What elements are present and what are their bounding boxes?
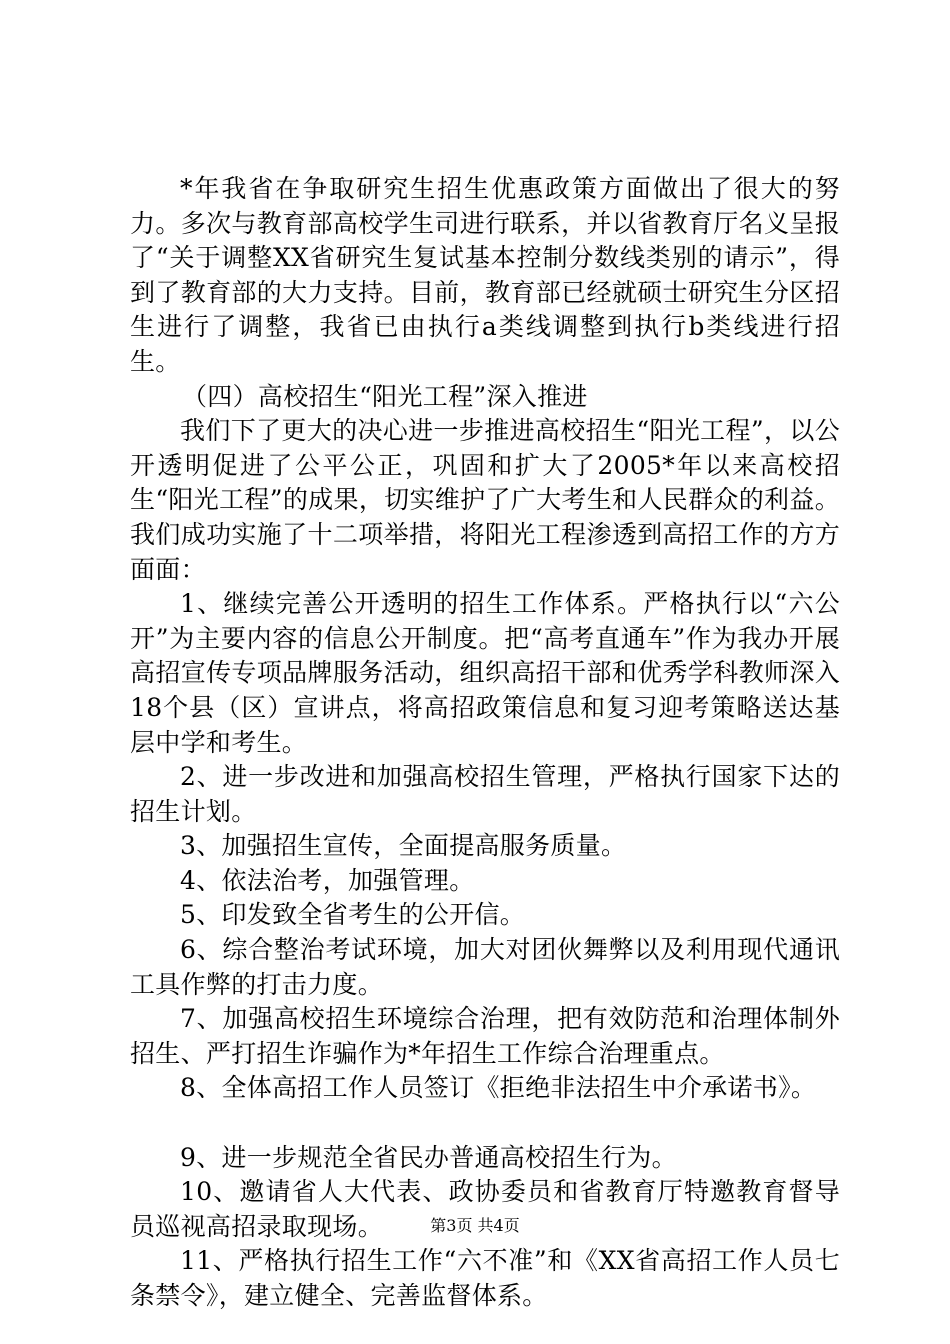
blank-line [130, 1106, 840, 1141]
list-item-7: 7、加强高校招生环境综合治理，把有效防范和治理体制外招生、严打招生诈骗作为*年招生工作综合治理重点。 [130, 1004, 840, 1068]
list-item-10: 10、邀请省人大代表、政协委员和省教育厅特邀教育督导员巡视高招录取现场。 [130, 1177, 840, 1241]
list-item-8: 8、全体高招工作人员签订《拒绝非法招生中介承诺书》。 [180, 1073, 817, 1103]
section-heading: （四）高校招生“阳光工程”深入推进 [182, 381, 588, 411]
document-body [130, 172, 840, 1314]
list-item-2: 2、进一步改进和加强高校招生管理，严格执行国家下达的招生计划。 [130, 762, 840, 826]
list-item-5: 5、印发致全省考生的公开信。 [180, 900, 526, 930]
paragraph-policy: *年我省在争取研究生招生优惠政策方面做出了很大的努力。多次与教育部高校学生司进行联系，并以省教育厅名义呈报了“关于调整XX省研究生复试基本控制分数线类别的请示”，得到了教育部的大力支持。目前，教育部已经就硕士研究生分区招生进行了调整，我省已由执行a类线调整到执行b类线进行招生。 [130, 174, 840, 376]
paragraph-sunshine: 我们下了更大的决心进一步推进高校招生“阳光工程”，以公开透明促进了公平公正，巩固和扩大了2005*年以来高校招生“阳光工程”的成果，切实维护了广大考生和人民群众的利益。我们成功实施了十二项举措，将阳光工程渗透到高招工作的方方面面： [130, 416, 840, 584]
list-item-4: 4、依法治考，加强管理。 [180, 865, 475, 895]
list-item-1: 1、继续完善公开透明的招生工作体系。严格执行以“六公开”为主要内容的信息公开制度。把“高考直通车”作为我办开展高招宣传专项品牌服务活动，组织高招干部和优秀学科教师深入18个县（区）宣讲点，将高招政策信息和复习迎考策略送达基层中学和考生。 [130, 589, 840, 757]
page-footer: 第3页 共4页 [430, 1216, 520, 1235]
list-item-9: 9、进一步规范全省民办普通高校招生行为。 [180, 1142, 677, 1172]
list-item-3: 3、加强招生宣传，全面提高服务质量。 [180, 831, 627, 861]
list-item-6: 6、综合整治考试环境，加大对团伙舞弊以及利用现代通讯工具作弊的打击力度。 [130, 935, 840, 999]
list-item-11: 11、严格执行招生工作“六不准”和《XX省高招工作人员七条禁令》，建立健全、完善监督体系。 [130, 1246, 840, 1310]
